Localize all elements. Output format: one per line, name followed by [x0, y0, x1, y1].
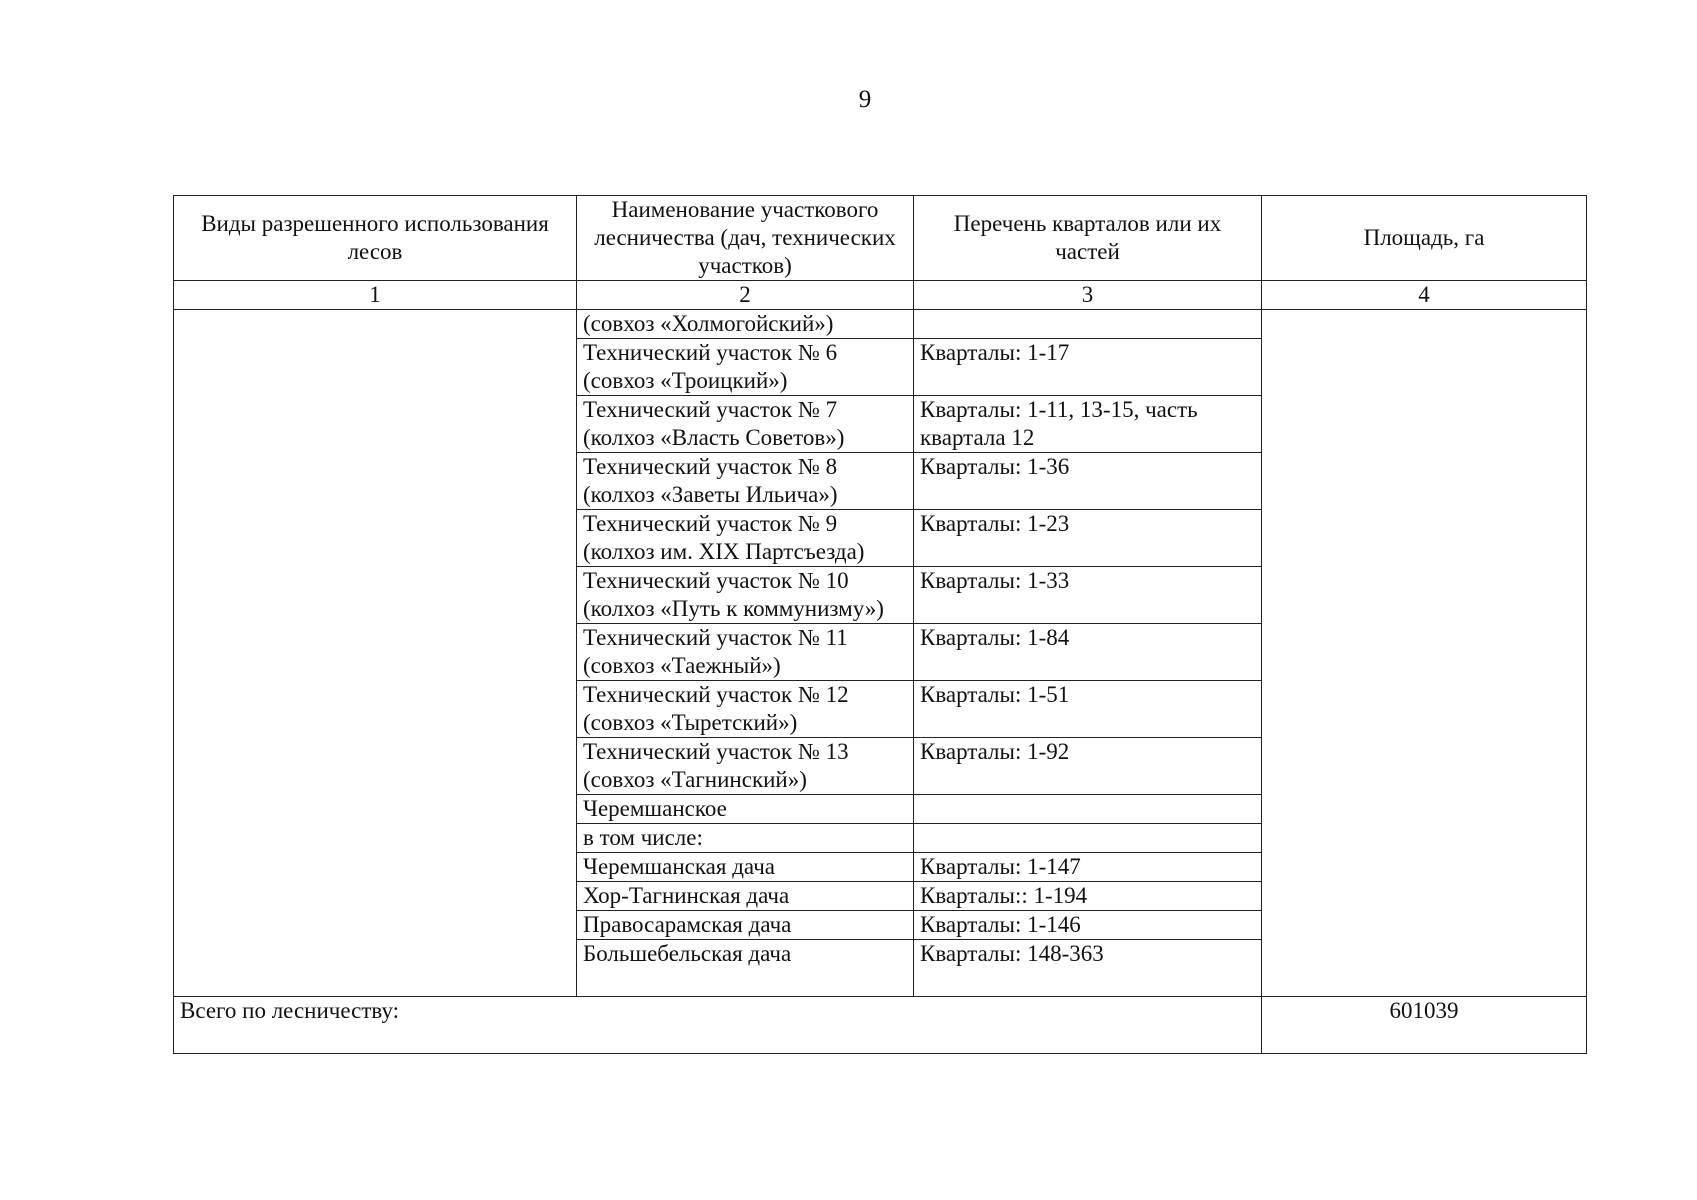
header-area: Площадь, га: [1262, 196, 1587, 281]
quarters-cell: [914, 795, 1262, 824]
total-value: 601039: [1262, 997, 1587, 1054]
forestry-name-cell: Технический участок № 8 (колхоз «Заветы Ильича»): [577, 453, 914, 510]
forestry-name-cell: Технический участок № 10 (колхоз «Путь к коммунизму»): [577, 567, 914, 624]
header-forestry-name: Наименование участкового лесничества (дач, технических участков): [577, 196, 914, 281]
quarters-cell: [914, 824, 1262, 853]
forestry-name-cell: Хор-Тагнинская дача: [577, 882, 914, 911]
quarters-cell: [914, 310, 1262, 339]
quarters-cell: Кварталы: 1-17: [914, 339, 1262, 396]
column-number: 4: [1262, 281, 1587, 310]
forestry-name-cell: Технический участок № 12 (совхоз «Тыретский»): [577, 681, 914, 738]
quarters-cell: Кварталы: 1-147: [914, 853, 1262, 882]
quarters-cell: Кварталы: 1-11, 13-15, часть квартала 12: [914, 396, 1262, 453]
forestry-name-cell: Технический участок № 11 (совхоз «Таежный»): [577, 624, 914, 681]
forestry-name-cell: Правосарамская дача: [577, 911, 914, 940]
forestry-name-cell: Технический участок № 13 (совхоз «Тагнинский»): [577, 738, 914, 795]
column-number: 2: [577, 281, 914, 310]
header-permitted-use: Виды разрешенного использования лесов: [174, 196, 577, 281]
column-number: 3: [914, 281, 1262, 310]
forestry-name-cell: Технический участок № 7 (колхоз «Власть Советов»): [577, 396, 914, 453]
quarters-cell: Кварталы: 1-36: [914, 453, 1262, 510]
quarters-cell: Кварталы: 1-146: [914, 911, 1262, 940]
quarters-cell: Кварталы: 1-84: [914, 624, 1262, 681]
column-number: 1: [174, 281, 577, 310]
forest-use-table: [173, 195, 1587, 1054]
header-row: [174, 196, 1587, 281]
quarters-cell: Кварталы: 1-23: [914, 510, 1262, 567]
page-number: 9: [858, 86, 872, 113]
quarters-cell: Кварталы: 1-51: [914, 681, 1262, 738]
area-cell: [1262, 310, 1587, 997]
header-quarters-list: Перечень кварталов или их частей: [914, 196, 1262, 281]
forestry-name-cell: (совхоз «Холмогойский»): [577, 310, 914, 339]
permitted-use-cell: [174, 310, 577, 997]
forestry-name-cell: в том числе:: [577, 824, 914, 853]
quarters-cell: Кварталы: 1-92: [914, 738, 1262, 795]
forestry-name-cell: Большебельская дача: [577, 940, 914, 997]
forestry-name-cell: Технический участок № 9 (колхоз им. XIX Партсъезда): [577, 510, 914, 567]
quarters-cell: Кварталы:: 1-194: [914, 882, 1262, 911]
total-row: [174, 997, 1587, 1054]
table-row: [174, 310, 1587, 339]
column-number-row: [174, 281, 1587, 310]
forestry-name-cell: Технический участок № 6 (совхоз «Троицкий»): [577, 339, 914, 396]
forestry-name-cell: Черемшанская дача: [577, 853, 914, 882]
quarters-cell: Кварталы: 148-363: [914, 940, 1262, 997]
forestry-title-cell: Черемшанское: [577, 795, 914, 824]
quarters-cell: Кварталы: 1-33: [914, 567, 1262, 624]
total-label: Всего по лесничеству:: [174, 997, 1262, 1054]
